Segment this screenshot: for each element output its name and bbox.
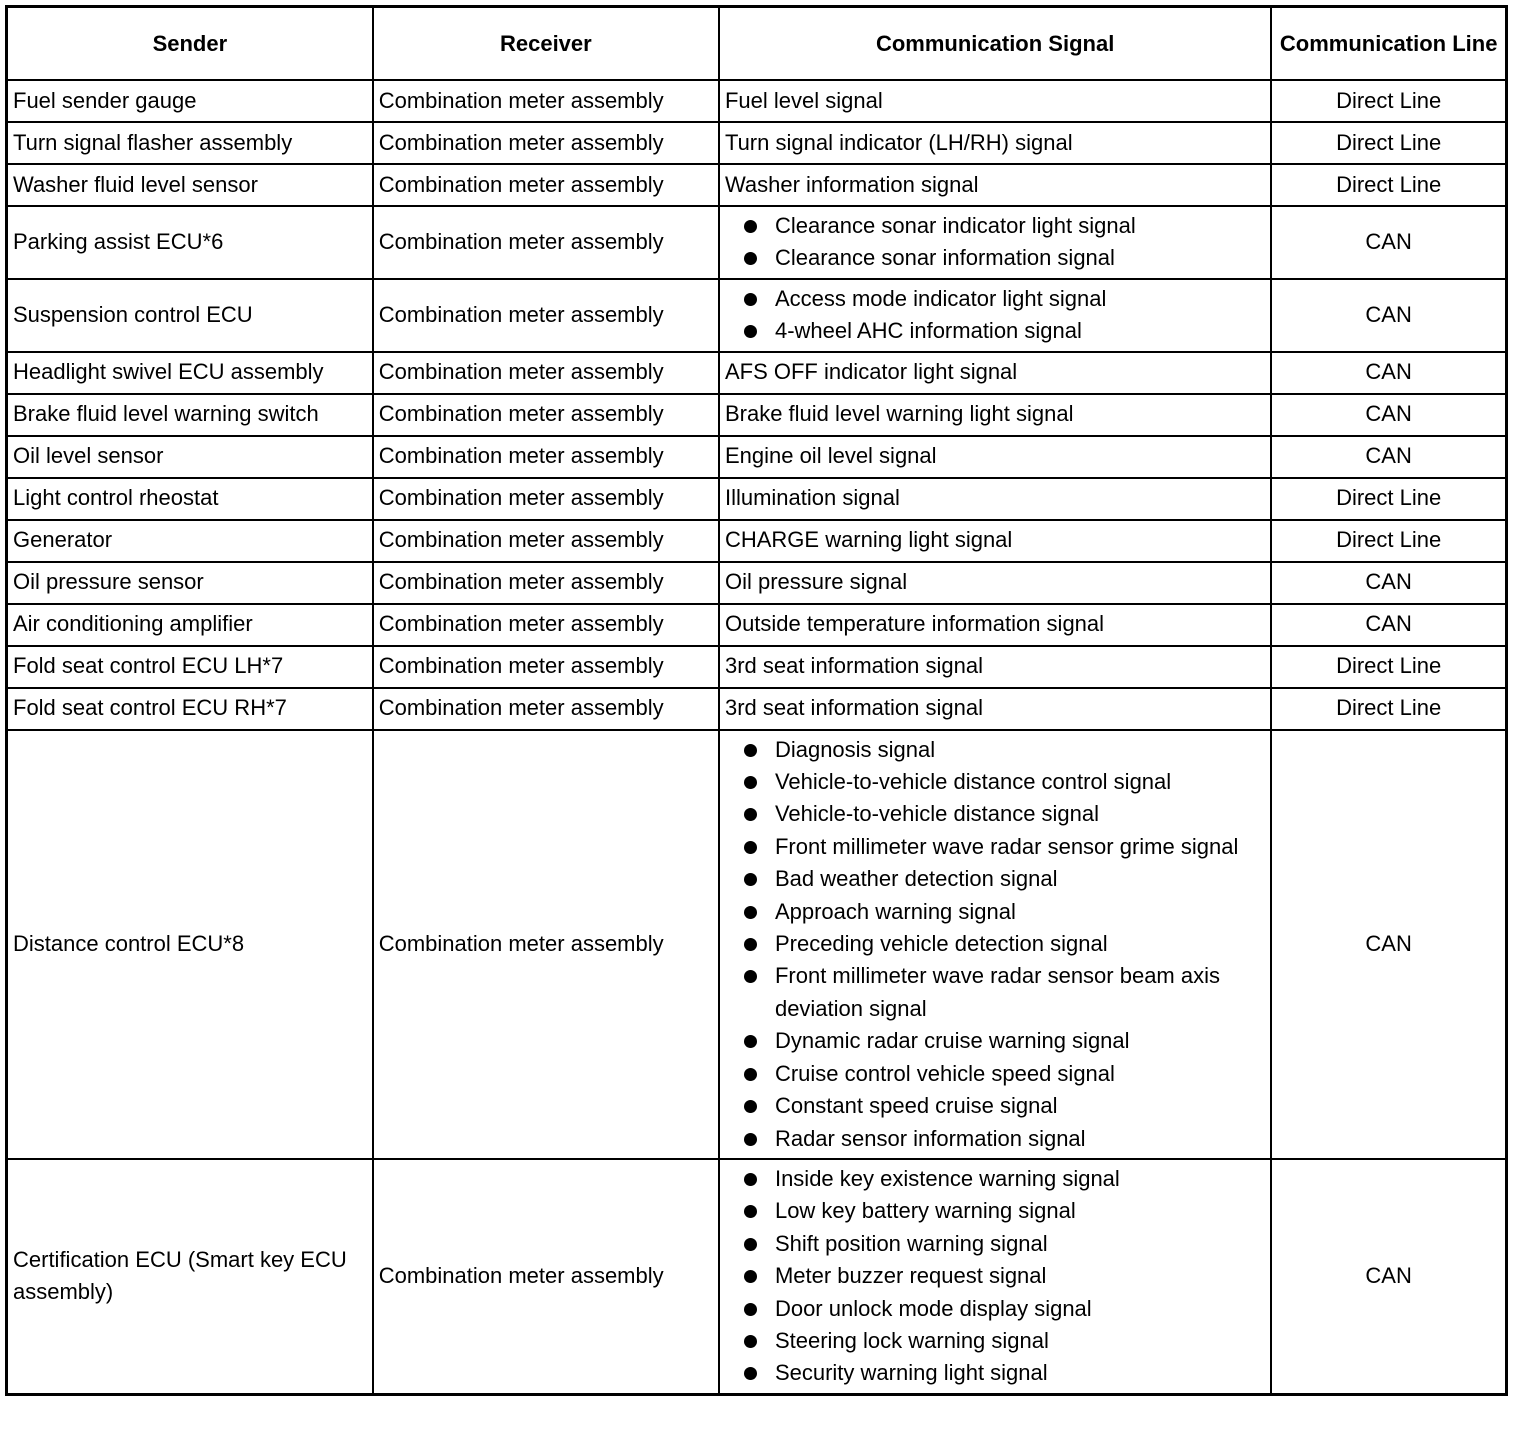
receiver-cell: Combination meter assembly [373,80,719,122]
sender-cell: Light control rheostat [7,478,373,520]
communication-line-cell: CAN [1271,394,1506,436]
signal-list-item: Preceding vehicle detection signal [725,928,1265,960]
signal-cell: 3rd seat information signal [719,688,1271,730]
signal-list-item: Steering lock warning signal [725,1325,1265,1357]
signal-cell: Illumination signal [719,478,1271,520]
sender-cell: Suspension control ECU [7,279,373,352]
communication-line-cell: CAN [1271,436,1506,478]
sender-cell: Washer fluid level sensor [7,164,373,206]
communication-line-cell: Direct Line [1271,646,1506,688]
signal-cell: Washer information signal [719,164,1271,206]
communication-line-cell: Direct Line [1271,478,1506,520]
sender-cell: Turn signal flasher assembly [7,122,373,164]
sender-cell: Distance control ECU*8 [7,730,373,1159]
table-row [7,520,1507,562]
communication-line-cell: Direct Line [1271,164,1506,206]
table-row [7,352,1507,394]
signal-cell [719,1159,1271,1394]
table-row [7,206,1507,279]
receiver-cell: Combination meter assembly [373,122,719,164]
table-row [7,436,1507,478]
signal-list-item: Bad weather detection signal [725,863,1265,895]
sender-cell: Fold seat control ECU LH*7 [7,646,373,688]
receiver-cell: Combination meter assembly [373,352,719,394]
table-row [7,646,1507,688]
receiver-cell: Combination meter assembly [373,562,719,604]
communication-line-cell: CAN [1271,1159,1506,1394]
sender-cell: Oil pressure sensor [7,562,373,604]
sender-cell: Parking assist ECU*6 [7,206,373,279]
receiver-cell: Combination meter assembly [373,436,719,478]
signal-list-item: Inside key existence warning signal [725,1163,1265,1195]
header-receiver: Receiver [373,7,719,81]
signal-list-item: Front millimeter wave radar sensor beam axis deviation signal [725,960,1265,1025]
signal-cell: Brake fluid level warning light signal [719,394,1271,436]
communication-line-cell: Direct Line [1271,80,1506,122]
receiver-cell: Combination meter assembly [373,688,719,730]
receiver-cell: Combination meter assembly [373,478,719,520]
signal-list-item: Vehicle-to-vehicle distance control signal [725,766,1265,798]
signal-list [725,280,1265,351]
signal-list-item: Clearance sonar information signal [725,242,1265,274]
receiver-cell: Combination meter assembly [373,730,719,1159]
signal-list-item: Front millimeter wave radar sensor grime signal [725,831,1265,863]
signal-list-item: Clearance sonar indicator light signal [725,210,1265,242]
sender-cell: Oil level sensor [7,436,373,478]
table-row [7,164,1507,206]
sender-cell: Generator [7,520,373,562]
communication-line-cell: Direct Line [1271,688,1506,730]
communication-line-cell: CAN [1271,562,1506,604]
signal-list-item: Radar sensor information signal [725,1123,1265,1155]
signal-cell: Fuel level signal [719,80,1271,122]
signal-list [725,1160,1265,1393]
sender-cell: Headlight swivel ECU assembly [7,352,373,394]
signal-list-item: Shift position warning signal [725,1228,1265,1260]
header-sender: Sender [7,7,373,81]
receiver-cell: Combination meter assembly [373,646,719,688]
signal-cell: AFS OFF indicator light signal [719,352,1271,394]
communication-line-cell: CAN [1271,206,1506,279]
communication-table [5,5,1508,1396]
table-header [7,7,1507,81]
communication-line-cell: CAN [1271,604,1506,646]
receiver-cell: Combination meter assembly [373,1159,719,1394]
receiver-cell: Combination meter assembly [373,604,719,646]
signal-cell: Oil pressure signal [719,562,1271,604]
header-communication-line: Communication Line [1271,7,1506,81]
signal-list-item: Constant speed cruise signal [725,1090,1265,1122]
signal-list-item: Low key battery warning signal [725,1195,1265,1227]
signal-list-item: Meter buzzer request signal [725,1260,1265,1292]
table-row [7,688,1507,730]
table-row [7,122,1507,164]
signal-cell [719,206,1271,279]
signal-list [725,207,1265,278]
table-row [7,562,1507,604]
receiver-cell: Combination meter assembly [373,520,719,562]
table-row [7,279,1507,352]
communication-line-cell: Direct Line [1271,122,1506,164]
signal-cell: CHARGE warning light signal [719,520,1271,562]
signal-cell [719,730,1271,1159]
receiver-cell: Combination meter assembly [373,279,719,352]
communication-line-cell: CAN [1271,730,1506,1159]
signal-list-item: Vehicle-to-vehicle distance signal [725,798,1265,830]
signal-cell: 3rd seat information signal [719,646,1271,688]
communication-line-cell: CAN [1271,352,1506,394]
signal-cell [719,279,1271,352]
signal-list-item: 4-wheel AHC information signal [725,315,1265,347]
header-row [7,7,1507,81]
signal-cell: Engine oil level signal [719,436,1271,478]
signal-list-item: Dynamic radar cruise warning signal [725,1025,1265,1057]
sender-cell: Fuel sender gauge [7,80,373,122]
signal-list-item: Door unlock mode display signal [725,1293,1265,1325]
table-row [7,730,1507,1159]
communication-line-cell: Direct Line [1271,520,1506,562]
header-communication-signal: Communication Signal [719,7,1271,81]
signal-list-item: Diagnosis signal [725,734,1265,766]
receiver-cell: Combination meter assembly [373,394,719,436]
table-body [7,80,1507,1394]
sender-cell: Brake fluid level warning switch [7,394,373,436]
communication-line-cell: CAN [1271,279,1506,352]
signal-list-item: Cruise control vehicle speed signal [725,1058,1265,1090]
table-row [7,394,1507,436]
signal-cell: Turn signal indicator (LH/RH) signal [719,122,1271,164]
signal-list-item: Approach warning signal [725,896,1265,928]
sender-cell: Air conditioning amplifier [7,604,373,646]
table-row [7,1159,1507,1394]
receiver-cell: Combination meter assembly [373,164,719,206]
signal-list [725,731,1265,1158]
sender-cell: Certification ECU (Smart key ECU assembly) [7,1159,373,1394]
signal-list-item: Security warning light signal [725,1357,1265,1389]
receiver-cell: Combination meter assembly [373,206,719,279]
signal-cell: Outside temperature information signal [719,604,1271,646]
table-row [7,478,1507,520]
table-row [7,80,1507,122]
sender-cell: Fold seat control ECU RH*7 [7,688,373,730]
signal-list-item: Access mode indicator light signal [725,283,1265,315]
table-row [7,604,1507,646]
